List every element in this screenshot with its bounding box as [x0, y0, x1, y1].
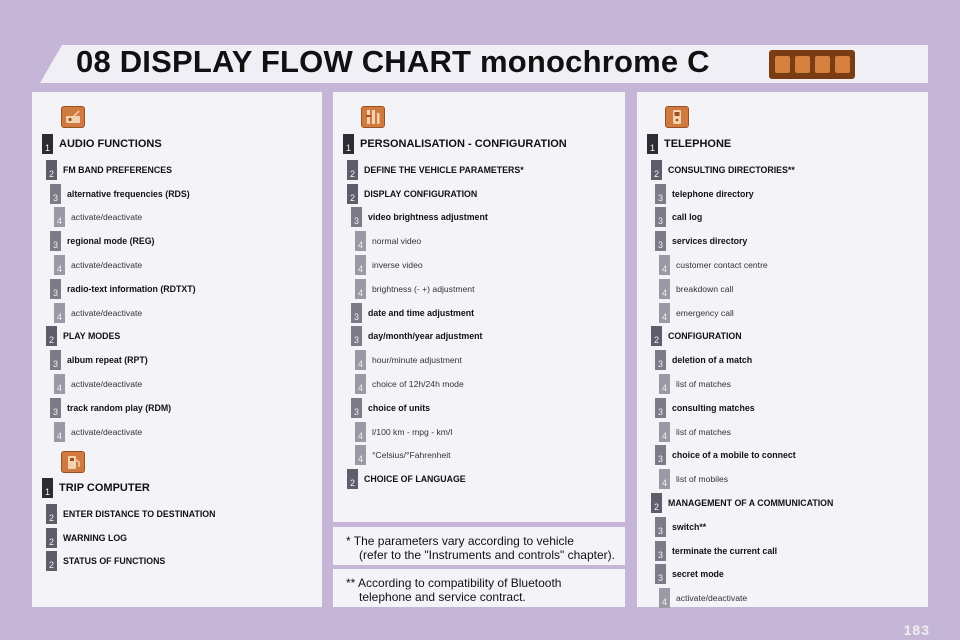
flow-item-label: choice of 12h/24h mode — [372, 379, 464, 389]
flow-item-level-2 — [46, 503, 216, 525]
flow-item-level-4 — [54, 373, 142, 395]
level-badge: 3 — [655, 231, 666, 251]
level-badge: 4 — [659, 588, 670, 608]
flow-item-level-4 — [659, 302, 734, 324]
title-icon-strip — [769, 50, 855, 79]
level-badge: 4 — [355, 422, 366, 442]
level-badge: 4 — [659, 469, 670, 489]
radio-icon — [775, 56, 790, 73]
level-badge: 2 — [46, 528, 57, 548]
radio-icon — [61, 106, 85, 128]
flow-item-level-3 — [655, 563, 724, 585]
flow-item-level-4 — [355, 254, 423, 276]
level-badge: 3 — [655, 541, 666, 561]
level-badge: 4 — [355, 255, 366, 275]
flow-item-label: MANAGEMENT OF A COMMUNICATION — [668, 498, 834, 508]
phone-icon — [665, 106, 689, 128]
level-badge: 2 — [651, 326, 662, 346]
flow-item-level-4 — [355, 373, 464, 395]
level-badge: 2 — [651, 493, 662, 513]
flow-item-level-4 — [355, 230, 421, 252]
flow-item-level-3 — [655, 397, 755, 419]
flow-item-level-2 — [347, 183, 477, 205]
level-badge: 3 — [351, 303, 362, 323]
flow-item-label: activate/deactivate — [71, 379, 143, 389]
flow-item-level-4 — [659, 373, 731, 395]
level-badge: 3 — [655, 517, 666, 537]
level-badge: 1 — [42, 478, 53, 498]
flow-item-label: activate/deactivate — [71, 307, 143, 318]
flow-item-level-2 — [347, 468, 466, 490]
flow-item-label: choice of units — [368, 402, 431, 413]
fuel-pump-icon — [835, 56, 850, 73]
flow-item-label: AUDIO FUNCTIONS — [59, 138, 162, 150]
level-badge: 3 — [50, 231, 61, 251]
flow-item-level-1 — [647, 133, 731, 155]
level-badge: 4 — [355, 279, 366, 299]
flow-item-level-3 — [655, 444, 796, 466]
phone-icon — [815, 56, 830, 73]
flow-item-label: WARNING LOG — [63, 532, 128, 543]
flow-item-level-3 — [655, 349, 752, 371]
flow-item-level-1 — [343, 133, 567, 155]
flow-item-label: secret mode — [672, 569, 724, 580]
flow-item-label: brightness (- +) adjustment — [372, 283, 475, 294]
flow-item-level-4 — [659, 587, 747, 609]
flow-item-label: regional mode (REG) — [67, 236, 155, 247]
flow-item-label: terminate the current call — [672, 545, 778, 556]
flow-item-level-3 — [50, 397, 171, 419]
flow-item-label: deletion of a match — [672, 355, 753, 366]
level-badge: 3 — [50, 184, 61, 204]
flow-item-level-4 — [659, 278, 733, 300]
flow-item-label: TRIP COMPUTER — [59, 482, 150, 494]
level-badge: 3 — [351, 398, 362, 418]
level-badge: 2 — [46, 160, 57, 180]
flow-item-label: call log — [672, 212, 703, 223]
flow-item-label: DISPLAY CONFIGURATION — [364, 188, 478, 199]
flow-item-level-3 — [351, 206, 488, 228]
flow-item-label: hour/minute adjustment — [372, 355, 462, 366]
level-badge: 4 — [355, 231, 366, 251]
flow-item-label: TELEPHONE — [664, 138, 732, 150]
level-badge: 4 — [54, 303, 65, 323]
flow-item-label: °Celsius/°Fahrenheit — [372, 450, 451, 461]
level-badge: 4 — [659, 374, 670, 394]
level-badge: 2 — [46, 551, 57, 571]
flow-item-level-3 — [655, 230, 747, 252]
flow-item-level-3 — [655, 206, 702, 228]
flow-item-label: emergency call — [676, 307, 734, 318]
flow-item-label: track random play (RDM) — [67, 402, 172, 413]
page-title: 08 DISPLAY FLOW CHART monochrome C — [76, 44, 710, 79]
flow-item-level-1 — [42, 133, 162, 155]
level-badge: 2 — [347, 184, 358, 204]
level-badge: 3 — [655, 445, 666, 465]
page-number: 183 — [903, 622, 930, 638]
flow-item-level-3 — [351, 397, 430, 419]
flow-item-level-2 — [651, 492, 833, 514]
flow-item-level-3 — [655, 183, 754, 205]
flow-item-label: ENTER DISTANCE TO DESTINATION — [63, 508, 216, 519]
flow-item-level-3 — [50, 349, 148, 371]
flow-item-level-4 — [355, 421, 452, 443]
level-badge: 2 — [347, 469, 358, 489]
flow-item-label: CHOICE OF LANGUAGE — [364, 474, 466, 485]
flow-item-label: list of matches — [676, 426, 731, 437]
flow-item-label: telephone directory — [672, 188, 754, 199]
flow-item-label: list of mobiles — [676, 474, 729, 485]
level-badge: 4 — [355, 374, 366, 394]
footnote-2-line-2: telephone and service contract. — [359, 590, 526, 604]
flow-item-label: activate/deactivate — [71, 260, 143, 270]
flow-item-level-3 — [50, 230, 155, 252]
fuel-pump-icon — [61, 451, 85, 473]
flow-item-label: day/month/year adjustment — [368, 331, 483, 342]
tools-icon — [795, 56, 810, 73]
flow-item-label: inverse video — [372, 260, 423, 270]
flow-item-level-4 — [54, 206, 142, 228]
flow-item-level-4 — [355, 349, 462, 371]
flow-item-level-4 — [54, 302, 142, 324]
flow-item-label: consulting matches — [672, 402, 755, 413]
flow-item-label: l/100 km - mpg - km/l — [372, 426, 453, 437]
flow-item-label: video brightness adjustment — [368, 212, 488, 223]
flow-item-label: STATUS OF FUNCTIONS — [63, 556, 166, 567]
level-badge: 4 — [659, 255, 670, 275]
level-badge: 4 — [659, 303, 670, 323]
flow-item-level-4 — [659, 421, 731, 443]
tools-icon — [361, 106, 385, 128]
flow-item-level-2 — [651, 325, 742, 347]
level-badge: 3 — [50, 279, 61, 299]
level-badge: 3 — [655, 350, 666, 370]
level-badge: 3 — [50, 350, 61, 370]
flow-item-label: choice of a mobile to connect — [672, 450, 796, 461]
footnote-1-line-1: * The parameters vary according to vehicle — [346, 534, 574, 548]
level-badge: 2 — [46, 504, 57, 524]
level-badge: 2 — [46, 326, 57, 346]
flow-item-label: services directory — [672, 236, 748, 247]
flow-item-label: customer contact centre — [676, 260, 768, 270]
flow-item-label: breakdown call — [676, 283, 734, 294]
flow-item-level-3 — [655, 516, 706, 538]
flow-item-level-2 — [347, 159, 524, 181]
level-badge: 4 — [54, 422, 65, 442]
flow-item-label: date and time adjustment — [368, 307, 475, 318]
flow-item-label: CONFIGURATION — [668, 331, 742, 342]
flow-item-label: DEFINE THE VEHICLE PARAMETERS* — [364, 164, 524, 175]
level-badge: 4 — [54, 374, 65, 394]
level-badge: 4 — [355, 350, 366, 370]
flow-item-level-3 — [50, 278, 196, 300]
level-badge: 3 — [50, 398, 61, 418]
flow-item-label: CONSULTING DIRECTORIES** — [668, 164, 795, 175]
level-badge: 3 — [351, 207, 362, 227]
footnote-vehicle-parameters — [346, 534, 615, 562]
level-badge: 3 — [351, 326, 362, 346]
flow-item-level-3 — [655, 540, 777, 562]
level-badge: 3 — [655, 184, 666, 204]
level-badge: 4 — [54, 207, 65, 227]
flow-item-label: alternative frequencies (RDS) — [67, 188, 190, 199]
flow-item-level-4 — [355, 278, 474, 300]
flow-item-label: switch** — [672, 521, 707, 532]
flow-item-level-3 — [351, 302, 474, 324]
flow-item-label: PERSONALISATION - CONFIGURATION — [360, 138, 567, 150]
level-badge: 4 — [355, 445, 366, 465]
flow-item-level-2 — [46, 325, 120, 347]
flow-item-level-2 — [46, 527, 127, 549]
flow-item-level-4 — [54, 421, 142, 443]
flow-item-level-2 — [651, 159, 795, 181]
flow-item-label: list of matches — [676, 379, 731, 389]
level-badge: 4 — [659, 422, 670, 442]
flow-item-label: activate/deactivate — [71, 426, 143, 437]
flow-item-level-4 — [355, 444, 451, 466]
footnote-1-line-2: (refer to the "Instruments and controls" chapter). — [359, 548, 615, 562]
level-badge: 2 — [651, 160, 662, 180]
flow-item-level-1 — [42, 477, 150, 499]
footnote-bluetooth — [346, 576, 561, 604]
level-badge: 1 — [42, 134, 53, 154]
footnote-2-line-1: ** According to compatibility of Bluetooth — [346, 576, 562, 590]
flow-item-label: activate/deactivate — [676, 593, 748, 604]
flow-item-level-3 — [50, 183, 190, 205]
flow-item-label: activate/deactivate — [71, 212, 143, 223]
flow-item-level-4 — [659, 468, 728, 490]
flow-item-level-2 — [46, 159, 172, 181]
level-badge: 4 — [659, 279, 670, 299]
flow-item-label: PLAY MODES — [63, 331, 121, 342]
flow-item-level-4 — [54, 254, 142, 276]
level-badge: 3 — [655, 398, 666, 418]
level-badge: 3 — [655, 207, 666, 227]
level-badge: 3 — [655, 564, 666, 584]
flow-item-level-3 — [351, 325, 482, 347]
flow-item-level-2 — [46, 550, 165, 572]
flow-item-label: FM BAND PREFERENCES — [63, 164, 172, 175]
level-badge: 1 — [343, 134, 354, 154]
level-badge: 2 — [347, 160, 358, 180]
flow-item-label: radio-text information (RDTXT) — [67, 283, 196, 294]
flow-item-label: album repeat (RPT) — [67, 355, 148, 366]
level-badge: 4 — [54, 255, 65, 275]
flow-item-label: normal video — [372, 236, 422, 247]
level-badge: 1 — [647, 134, 658, 154]
flow-item-level-4 — [659, 254, 768, 276]
